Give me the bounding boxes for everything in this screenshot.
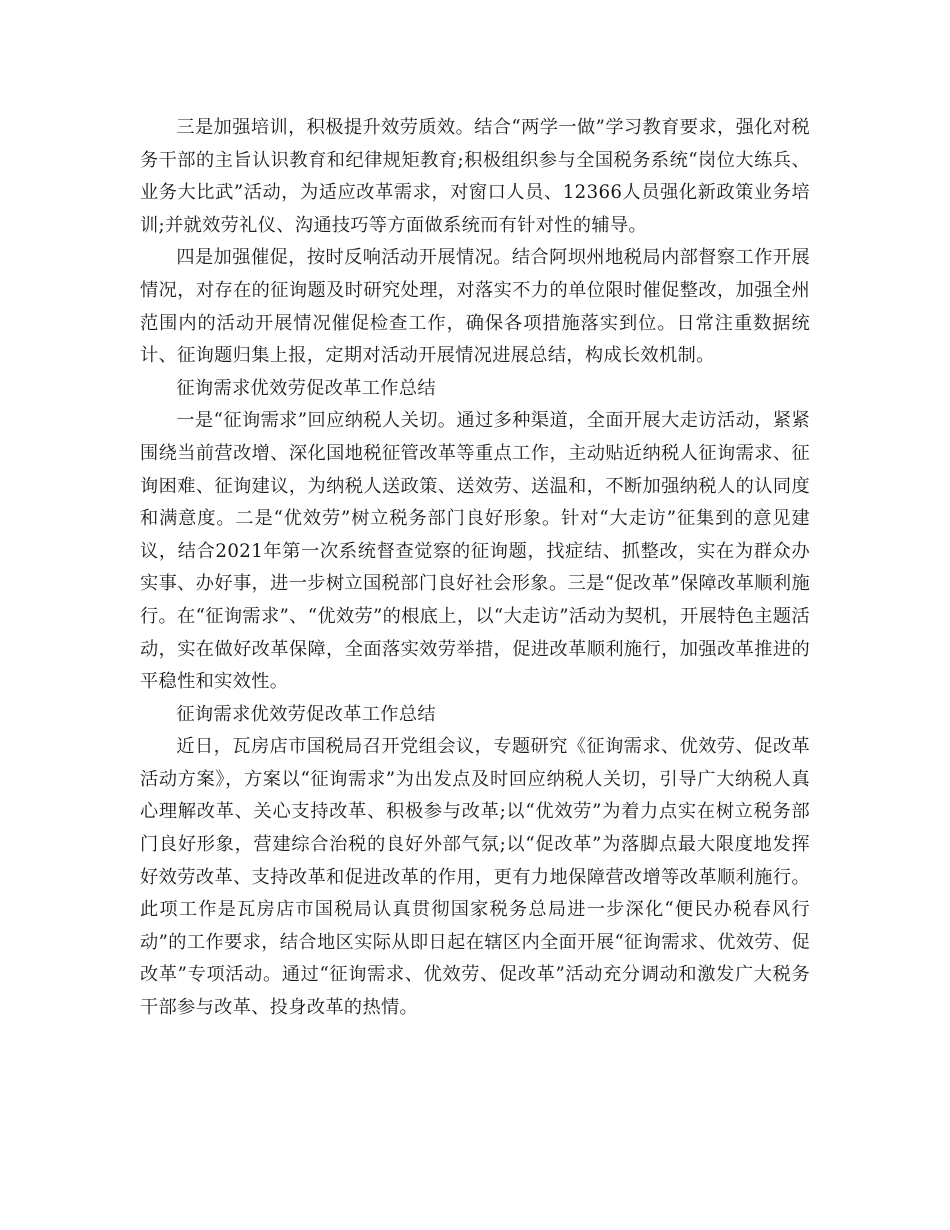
paragraph-training: 三是加强培训，积极提升效劳质效。结合“两学一做”学习教育要求，强化对税务干部的主旨认识教育和纪律规矩教育;积极组织参与全国税务系统“岗位大练兵、业务大比武”活动，为适应改革需求，对窗口人员、12366人员强化新政策业务培训;并就效劳礼仪、沟通技巧等方面做系统而有针对性的辅导。 xyxy=(140,117,810,236)
paragraph-summary-2: 近日，瓦房店市国税局召开党组会议，专题研究《征询需求、优效劳、促改革活动方案》，方案以“征询需求”为出发点及时回应纳税人关切，引导广大纳税人真心理解改革、关心支持改革、积极参与改革;以“优效劳”为着力点实在树立税务部门良好形象，营建综合治税的良好外部气氛;以“促改革”为落脚点最大限度地发挥好效劳改革、支持改革和促进改革的作用，更有力地保障营改增等改革顺利施行。此项工作是瓦房店市国税局认真贯彻国家税务总局进一步深化“便民办税春风行动”的工作要求，结合地区实际从即日起在辖区内全面开展“征询需求、优效劳、促改革”专项活动。通过“征询需求、优效劳、促改革”活动充分调动和激发广大税务干部参与改革、投身改革的热情。 xyxy=(140,736,810,1019)
section-heading-2: 征询需求优效劳促改革工作总结 xyxy=(176,703,436,725)
section-heading-1: 征询需求优效劳促改革工作总结 xyxy=(176,377,436,399)
paragraph-summary-1: 一是“征询需求”回应纳税人关切。通过多种渠道，全面开展大走访活动，紧紧围绕当前营改增、深化国地税征管改革等重点工作，主动贴近纳税人征询需求、征询困难、征询建议，为纳税人送政策、送效劳、送温和，不断加强纳税人的认同度和满意度。二是“优效劳”树立税务部门良好形象。针对“大走访”征集到的意见建议，结合2021年第一次系统督查觉察的征询题，找症结、抓整改，实在为群众办实事、办好事，进一步树立国税部门良好社会形象。三是“促改革”保障改革顺利施行。在“征询需求”、“优效劳”的根底上，以“大走访”活动为契机，开展特色主题活动，实在做好改革保障，全面落实效劳举措，促进改革顺利施行，加强改革推进的平稳性和实效性。 xyxy=(140,410,810,693)
paragraph-supervision: 四是加强催促，按时反响活动开展情况。结合阿坝州地税局内部督察工作开展情况，对存在的征询题及时研究处理，对落实不力的单位限时催促整改，加强全州范围内的活动开展情况催促检查工作，确保各项措施落实到位。日常注重数据统计、征询题归集上报，定期对活动开展情况进展总结，构成长效机制。 xyxy=(140,247,810,367)
